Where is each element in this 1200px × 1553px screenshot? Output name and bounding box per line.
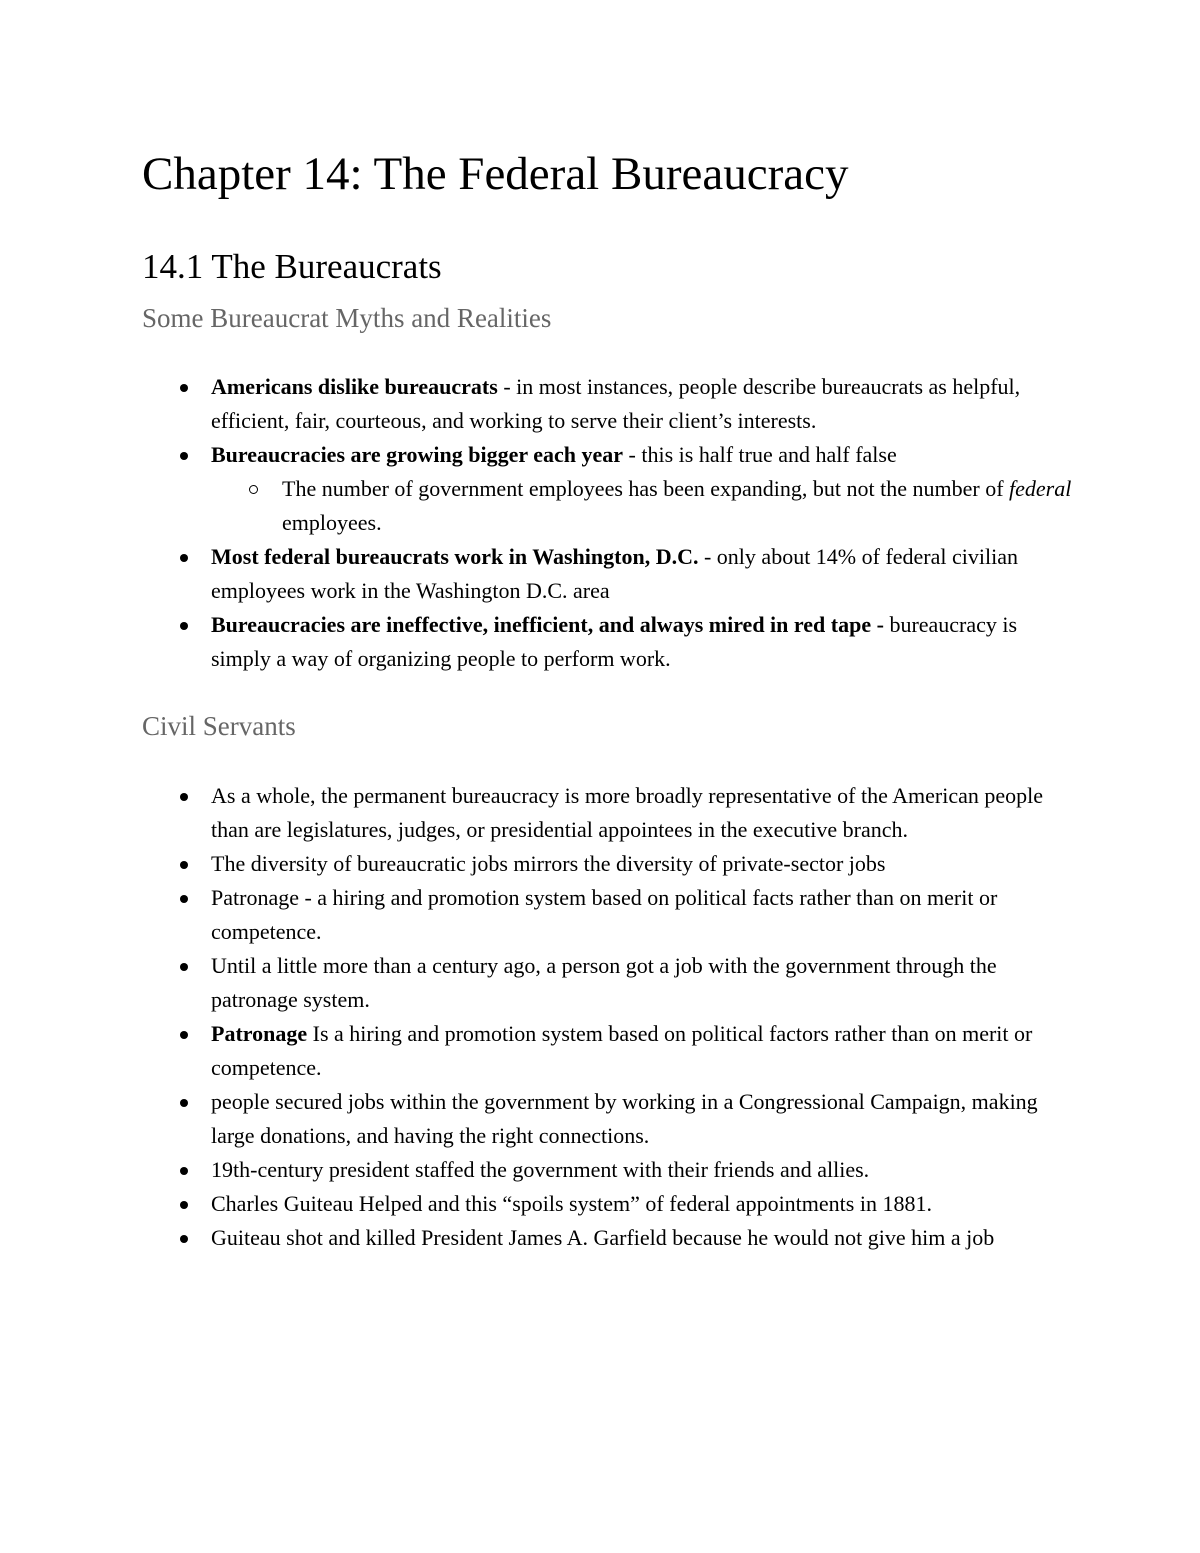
item-text: - this is half true and half false	[623, 442, 897, 467]
bullet-icon	[180, 554, 188, 562]
item-text: Until a little more than a century ago, a person got a job with the government through the patronage system.	[211, 953, 997, 1012]
list-item	[0, 1017, 1200, 1085]
civil-servants-list	[0, 779, 1200, 1255]
item-text: Charles Guiteau Helped and this “spoils system” of federal appointments in 1881.	[211, 1191, 932, 1216]
list-item	[0, 608, 1200, 676]
list-item	[0, 1187, 1200, 1221]
section-heading: 14.1 The Bureaucrats	[142, 247, 442, 286]
item-text: people secured jobs within the government by working in a Congressional Campaign, making large donations, and having the right connections.	[211, 1089, 1038, 1148]
bullet-icon	[180, 1167, 188, 1175]
item-text: employees.	[282, 510, 382, 535]
bullet-icon	[180, 793, 188, 801]
item-text: The number of government employees has been expanding, but not the number of	[282, 476, 1010, 501]
sub-list-item	[0, 472, 1200, 540]
list-item	[0, 370, 1200, 438]
list-item	[0, 1221, 1200, 1255]
item-text: bureaucracy is simply a way of organizing people to perform work.	[211, 612, 1018, 671]
item-text: 19th-century president staffed the government with their friends and allies.	[211, 1157, 870, 1182]
item-text: The diversity of bureaucratic jobs mirrors the diversity of private-sector jobs	[211, 851, 886, 876]
item-bold: Most federal bureaucrats work in Washington, D.C.	[211, 544, 699, 569]
item-bold: Patronage	[211, 1021, 308, 1046]
list-item	[0, 438, 1200, 472]
item-text: Patronage - a hiring and promotion system based on political facts rather than on merit or competence.	[211, 885, 998, 944]
bullet-icon	[180, 384, 188, 392]
myths-list	[0, 370, 1200, 676]
bullet-icon	[180, 1031, 188, 1039]
bullet-icon	[180, 963, 188, 971]
list-item	[0, 949, 1200, 1017]
list-item	[0, 1085, 1200, 1153]
list-item	[0, 881, 1200, 949]
bullet-icon	[180, 1235, 188, 1243]
item-bold: Americans dislike bureaucrats	[211, 374, 498, 399]
item-bold: Bureaucracies are growing bigger each year	[211, 442, 624, 467]
item-text: - only about 14% of federal civilian employees work in the Washington D.C. area	[211, 544, 1018, 603]
list-item	[0, 779, 1200, 847]
list-item	[0, 540, 1200, 608]
bullet-icon	[180, 1099, 188, 1107]
item-text: As a whole, the permanent bureaucracy is more broadly representative of the American people than are legislatures, judges, or presidential appointees in the executive branch.	[211, 783, 1043, 842]
myths-heading: Some Bureaucrat Myths and Realities	[142, 303, 552, 333]
item-bold: Bureaucracies are ineffective, inefficient, and always mired in red tape -	[211, 612, 884, 637]
list-item	[0, 847, 1200, 881]
list-item	[0, 1153, 1200, 1187]
bullet-icon	[180, 622, 188, 630]
bullet-icon	[180, 895, 188, 903]
item-text: Is a hiring and promotion system based on political factors rather than on merit or competence.	[211, 1021, 1033, 1080]
hollow-bullet-icon	[249, 485, 258, 494]
page-title: Chapter 14: The Federal Bureaucracy	[142, 148, 849, 200]
bullet-icon	[180, 861, 188, 869]
item-text: Guiteau shot and killed President James A. Garfield because he would not give him a job	[211, 1225, 995, 1250]
item-italic: federal	[1009, 476, 1072, 501]
bullet-icon	[180, 452, 188, 460]
item-text: - in most instances, people describe bureaucrats as helpful, efficient, fair, courteous, and working to serve their client’s interests.	[211, 374, 1021, 433]
bullet-icon	[180, 1201, 188, 1209]
civil-servants-heading: Civil Servants	[142, 711, 296, 741]
